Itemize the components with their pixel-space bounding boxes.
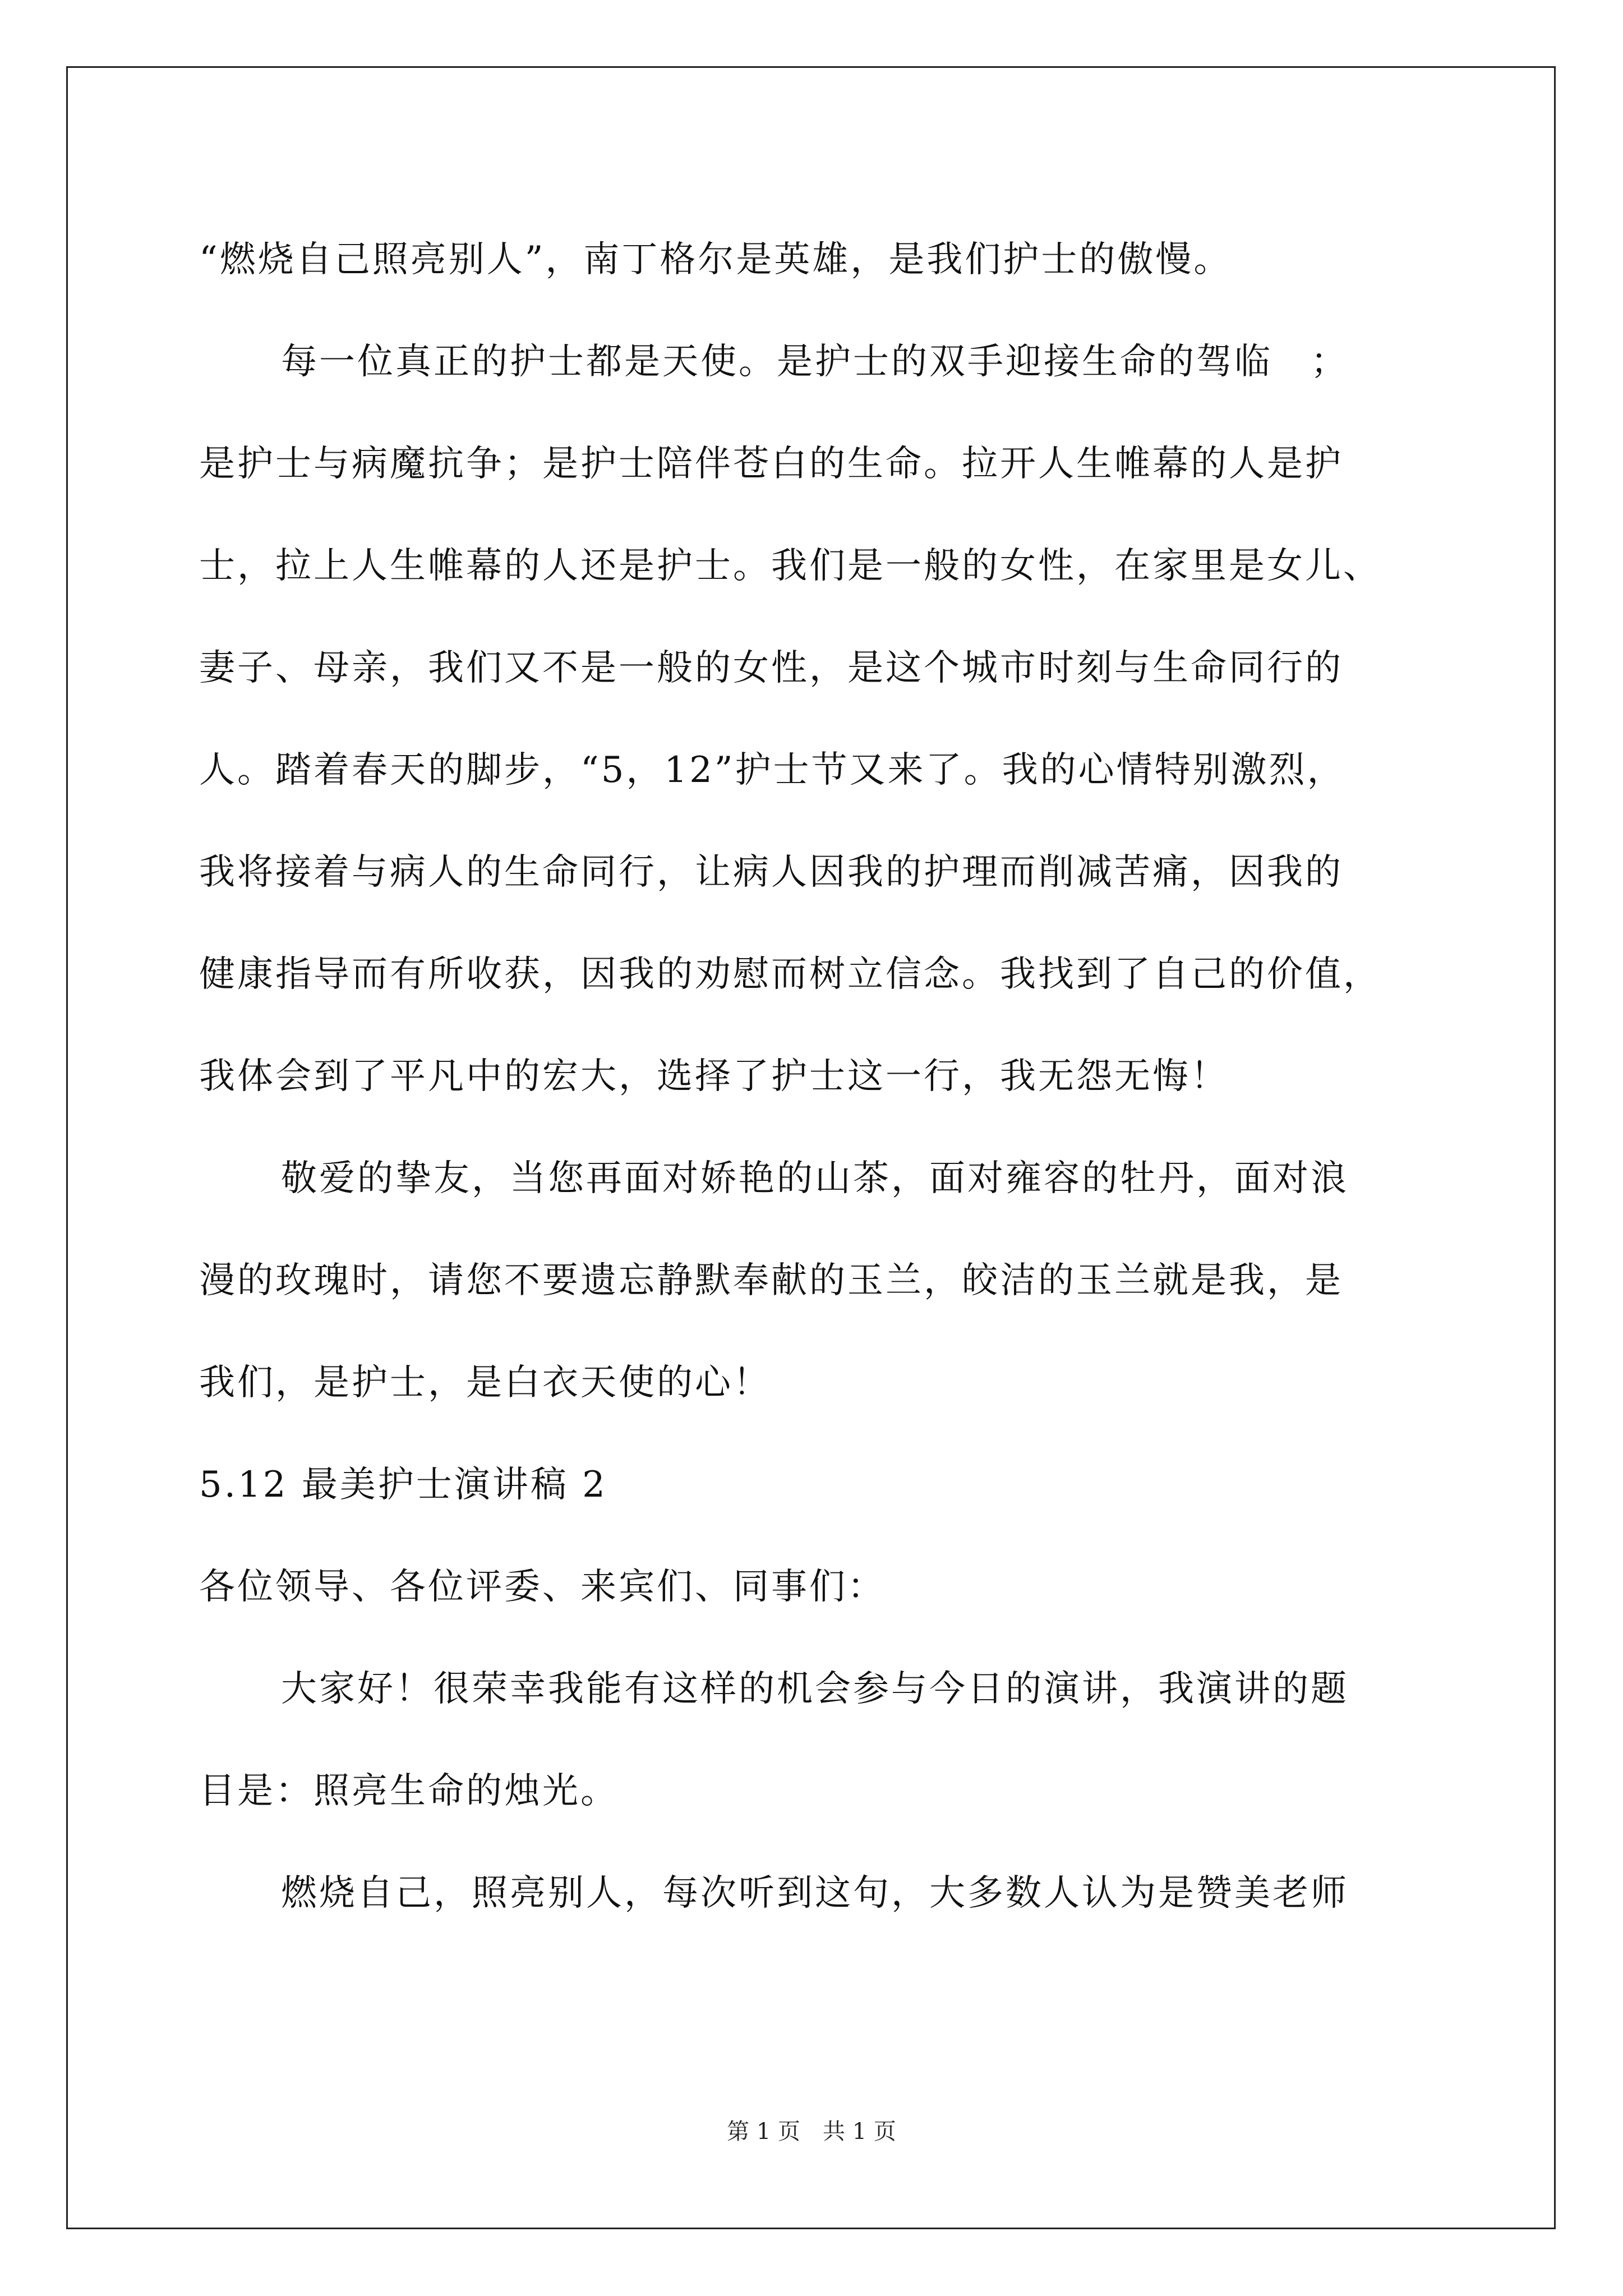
paragraph-line: 是护士与病魔抗争；是护士陪伴苍白的生命。拉开人生帷幕的人是护 [199, 443, 1343, 485]
paragraph-line: 健康指导而有所收获，因我的劝慰而树立信念。我找到了自己的价值， [199, 954, 1381, 995]
paragraph-line: 每一位真正的护士都是天使。是护士的双手迎接生命的驾临 ； [281, 341, 1349, 383]
paragraph-line: 我们，是护士，是白衣天使的心！ [199, 1362, 771, 1404]
paragraph-line: 目是：照亮生命的烛光。 [199, 1770, 619, 1812]
paragraph-line: 人。踏着春天的脚步，“5，12”护士节又来了。我的心情特别激烈， [199, 749, 1345, 791]
paragraph-line: 我体会到了平凡中的宏大，选择了护士这一行，我无怨无悔！ [199, 1056, 1229, 1097]
section-heading: 5.12 最美护士演讲稿 2 [199, 1464, 607, 1506]
paragraph-line: 漫的玫瑰时，请您不要遗忘静默奉献的玉兰，皎洁的玉兰就是我，是 [199, 1260, 1343, 1301]
paragraph-line: 我将接着与病人的生命同行，让病人因我的护理而削减苦痛，因我的 [199, 852, 1343, 893]
paragraph-line: 士，拉上人生帷幕的人还是护士。我们是一般的女性，在家里是女儿、 [199, 545, 1381, 587]
paragraph-line: “燃烧自己照亮别人”，南丁格尔是英雄，是我们护士的傲慢。 [199, 239, 1232, 280]
page-number: 第 1 页 共 1 页 [727, 2119, 896, 2145]
paragraph-line: 燃烧自己，照亮别人，每次听到这句，大多数人认为是赞美老师 [281, 1872, 1349, 1914]
paragraph-line: 敬爱的挚友，当您再面对娇艳的山茶，面对雍容的牡丹，面对浪 [281, 1158, 1349, 1199]
paragraph-line: 大家好！很荣幸我能有这样的机会参与今日的演讲，我演讲的题 [281, 1668, 1349, 1710]
paragraph-line: 妻子、母亲，我们又不是一般的女性，是这个城市时刻与生命同行的 [199, 647, 1343, 689]
salutation: 各位领导、各位评委、来宾们、同事们： [199, 1566, 886, 1608]
document-body [199, 209, 1433, 1944]
